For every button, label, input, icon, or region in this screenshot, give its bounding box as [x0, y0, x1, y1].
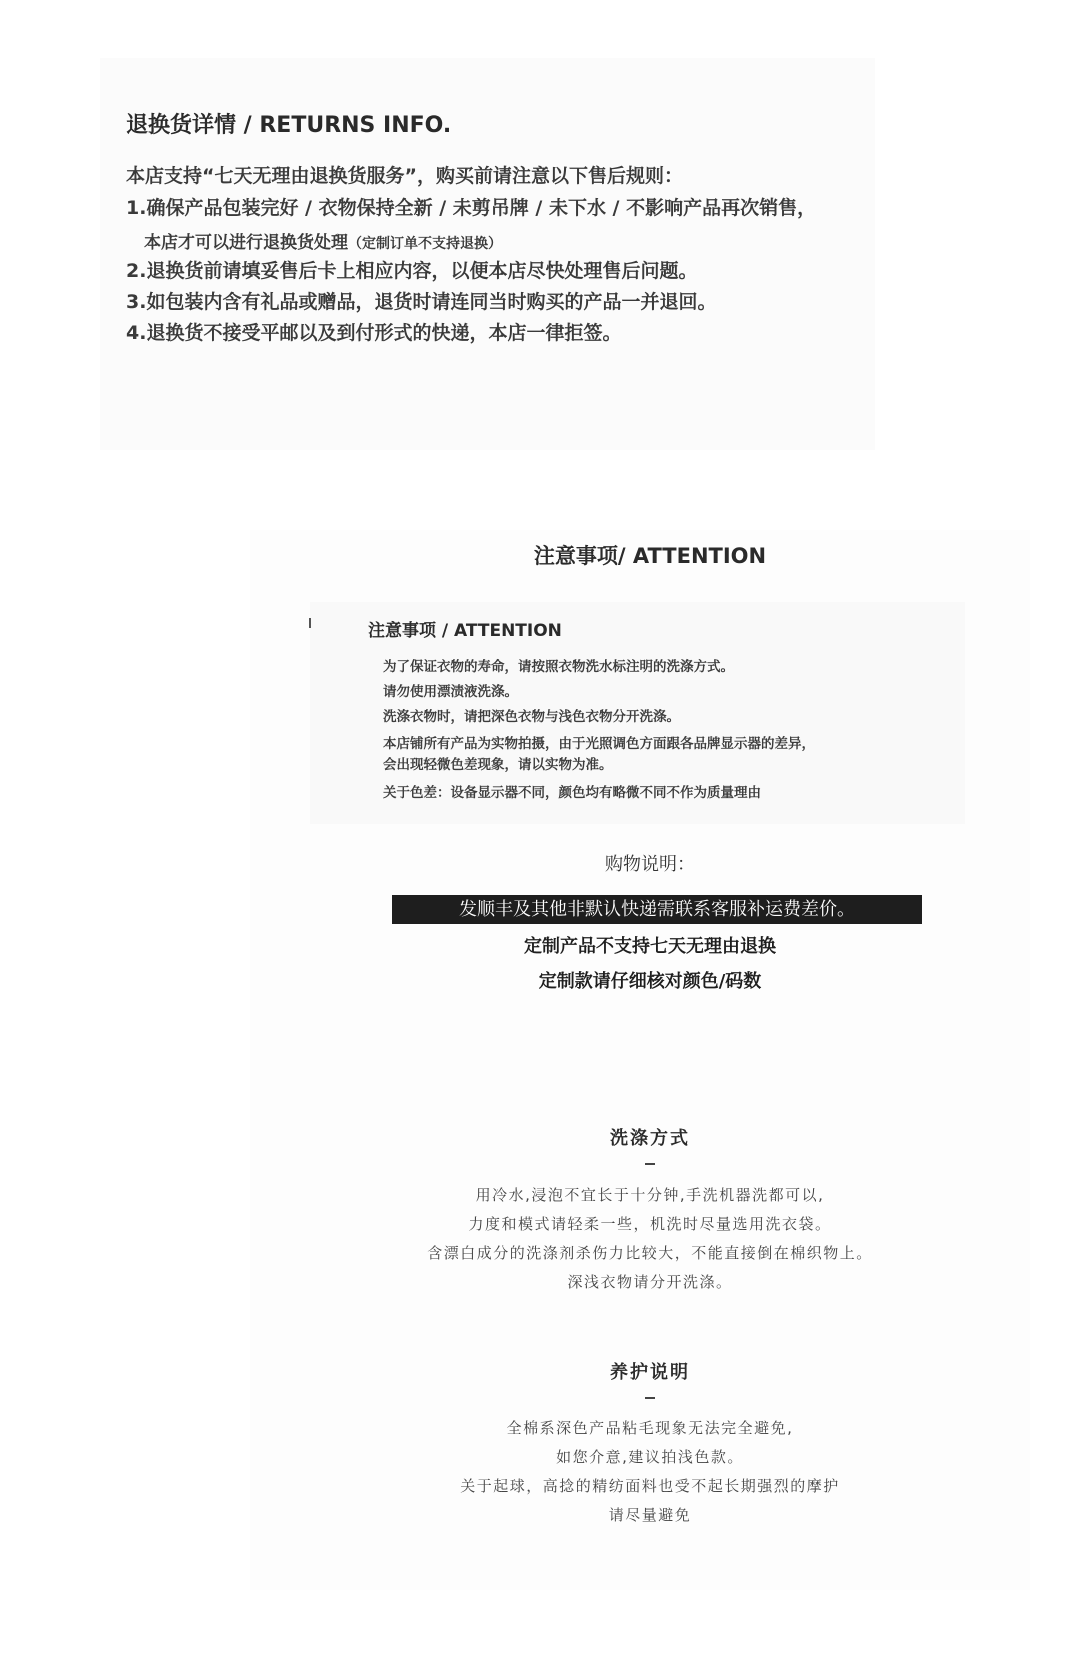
- returns-rule-1: [126, 193, 816, 253]
- attention-tick-mark: [309, 618, 311, 628]
- washing-line: 深浅衣物请分开洗涤。: [567, 1273, 733, 1291]
- returns-rule-text: 1.确保产品包装完好 / 衣物保持全新 / 未剪吊牌 / 未下水 / 不影响产品再次销售，: [126, 197, 817, 219]
- returns-rule-sub-note: （定制订单不支持退换）: [348, 236, 502, 252]
- washing-line: 力度和模式请轻柔一些，机洗时尽量选用洗衣袋。: [468, 1215, 832, 1233]
- attention-subtitle: 注意事项 / ATTENTION: [368, 621, 562, 641]
- care-title: 养护说明: [610, 1362, 690, 1383]
- returns-rule-sub: [144, 228, 816, 253]
- attention-line: 洗涤衣物时，请把深色衣物与浅色衣物分开洗涤。: [383, 709, 680, 725]
- care-line: 关于起球，高捻的精纺面料也受不起长期强烈的摩护: [460, 1477, 840, 1495]
- returns-rule-4: 4.退换货不接受平邮以及到付形式的快递，本店一律拒签。: [126, 322, 622, 344]
- returns-intro: 本店支持“七天无理由退换货服务”，购买前请注意以下售后规则：: [126, 165, 683, 187]
- care-line: 全棉系深色产品粘毛现象无法完全避免,: [506, 1419, 794, 1437]
- washing-line: 用冷水,浸泡不宜长于十分钟,手洗机器洗都可以,: [475, 1186, 825, 1204]
- washing-title: 洗涤方式: [610, 1128, 690, 1149]
- care-line: 请尽量避免: [608, 1506, 692, 1524]
- attention-heading: 注意事项/ ATTENTION: [533, 544, 767, 568]
- washing-line: 含漂白成分的洗涤剂杀伤力比较大，不能直接倒在棉织物上。: [427, 1244, 873, 1262]
- returns-rule-sub-text: 本店才可以进行退换货处理: [144, 233, 348, 253]
- attention-line: 会出现轻微色差现象，请以实物为准。: [383, 757, 613, 773]
- attention-line: 关于色差：设备显示器不同，颜色均有略微不同不作为质量理由: [383, 785, 761, 801]
- shopping-note: 定制产品不支持七天无理由退换: [524, 936, 776, 957]
- attention-line: 为了保证衣物的寿命，请按照衣物洗水标注明的洗涤方式。: [383, 659, 734, 675]
- attention-line: 请勿使用漂渍液洗涤。: [383, 684, 518, 700]
- care-line: 如您介意,建议拍浅色款。: [556, 1448, 744, 1466]
- washing-dash: [645, 1163, 655, 1165]
- returns-rule-3: 3.如包装内含有礼品或赠品，退货时请连同当时购买的产品一并退回。: [126, 291, 717, 313]
- shopping-title: 购物说明：: [605, 854, 695, 875]
- care-dash: [645, 1397, 655, 1399]
- returns-title: 退换货详情 / RETURNS INFO.: [126, 113, 452, 138]
- returns-rule-2: 2.退换货前请填妥售后卡上相应内容，以便本店尽快处理售后问题。: [126, 260, 698, 282]
- shopping-notice-bar: 发顺丰及其他非默认快递需联系客服补运费差价。: [392, 895, 922, 924]
- attention-line: 本店铺所有产品为实物拍摄，由于光照调色方面跟各品牌显示器的差异，: [383, 736, 815, 752]
- shopping-note: 定制款请仔细核对颜色/码数: [538, 971, 762, 992]
